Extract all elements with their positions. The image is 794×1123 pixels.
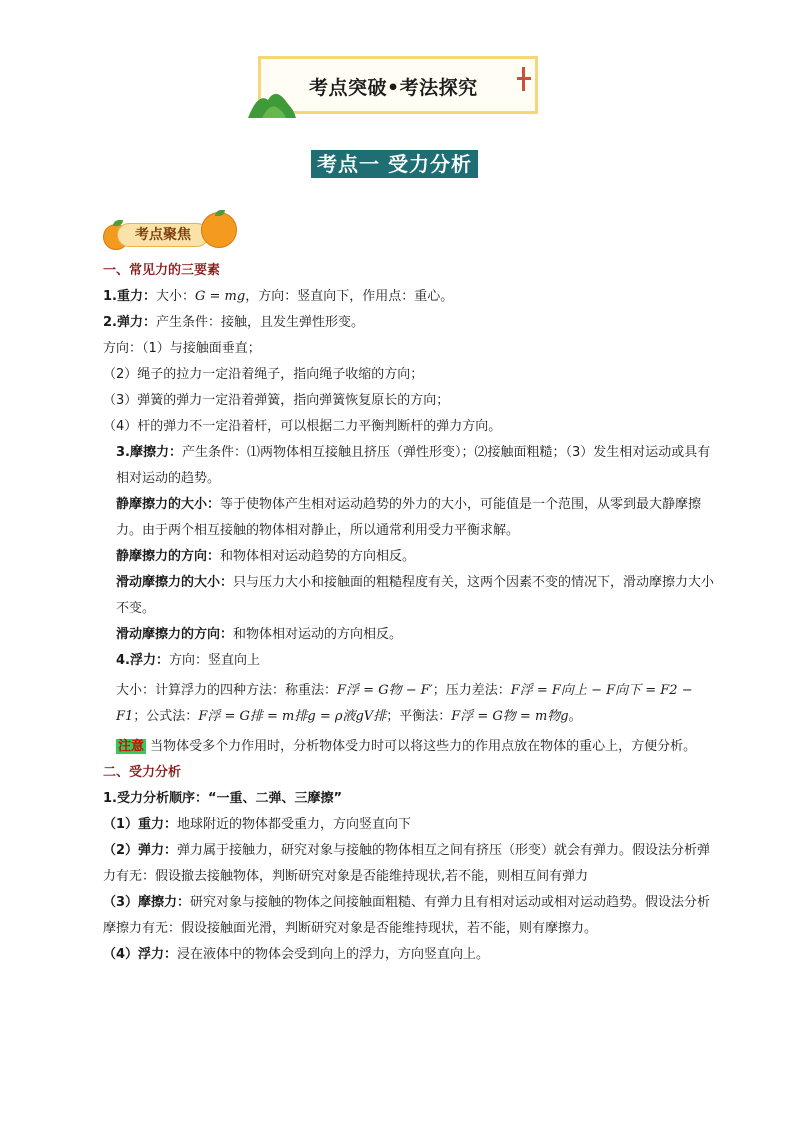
mountain-icon [248, 86, 296, 118]
banner-title: 考点突破•考法探究 [309, 77, 478, 99]
badge-label: 考点聚焦 [117, 223, 209, 247]
section-title: 考点一 受力分析 [311, 150, 478, 178]
text-sliding-size: 只与压力大小和接触面的粗糙程度有关，这两个因素不变的情况下，滑动摩擦力大小不变。 [116, 575, 715, 616]
label-sliding-size: 滑动摩擦力的大小： [116, 575, 234, 590]
paragraph-sliding-direction [103, 622, 723, 648]
analysis-item-text: 浸在液体中的物体会受到向上的浮力，方向竖直向上。 [177, 947, 490, 962]
paragraph-elastic [103, 310, 723, 336]
paragraph-direction-intro: 方向：（1）与接触面垂直； [103, 341, 261, 356]
analysis-item-label: （2）弹力： [103, 843, 178, 858]
label-friction: 3.摩擦力： [116, 445, 182, 460]
label-static-size: 静摩擦力的大小： [116, 497, 221, 512]
note-badge: 注意 [118, 739, 145, 754]
content-body [103, 258, 723, 968]
text-methods-b: ；压力差法： [432, 683, 511, 698]
text-gravity-b: ，方向：竖直向下，作用点：重心。 [245, 289, 454, 304]
direction-item: （4）杆的弹力不一定沿着杆，可以根据二力平衡判断杆的弹力方向。 [103, 419, 502, 434]
text-order: “一重、二弹、三摩擦” [207, 791, 343, 806]
orange-right-icon [201, 212, 237, 248]
label-order: 1.受力分析顺序： [103, 791, 208, 806]
analysis-item-label: （4）浮力： [103, 947, 178, 962]
paragraph-gravity [103, 284, 723, 310]
text-methods-d: ；平衡法： [386, 709, 452, 724]
formula-archimedes: F浮 = G排 = m排g = ρ液gV排 [198, 709, 387, 724]
heading-force-analysis: 二、受力分析 [103, 765, 182, 780]
analysis-item [103, 942, 723, 968]
text-methods-e: 。 [568, 709, 582, 724]
analysis-item [103, 812, 723, 838]
paragraph-friction [103, 440, 723, 492]
analysis-item-text: 研究对象与接触的物体之间接触面粗糙、有弹力且有相对运动或相对运动趋势。假设法分析摩擦力有无：假设接触面光滑，判断研究对象是否能维持现状，若不能，则有摩擦力。 [103, 895, 711, 936]
paragraph-order [103, 786, 723, 812]
paragraph-static-direction [103, 544, 723, 570]
text-static-size: 等于使物体产生相对运动趋势的外力的大小，可能值是一个范围，从零到最大静摩擦力。由于两个相互接触的物体相对静止，所以通常利用受力平衡求解。 [116, 497, 702, 538]
text-methods-a: 大小：计算浮力的四种方法：称重法： [116, 683, 338, 698]
label-buoyancy: 4.浮力： [116, 653, 169, 668]
heading-common-forces: 一、常见力的三要素 [103, 263, 221, 278]
text-static-direction: 和物体相对运动趋势的方向相反。 [220, 549, 416, 564]
header-banner [258, 56, 538, 114]
analysis-item-text: 弹力属于接触力，研究对象与接触的物体相互之间有挤压（形变）就会有弹力。假设法分析弹力有无：假设撤去接触物体，判断研究对象是否能维持现状,若不能，则相互间有弹力 [103, 843, 711, 884]
text-elastic: 产生条件：接触，且发生弹性形变。 [155, 315, 364, 330]
paragraph-static-size [103, 492, 723, 544]
analysis-item-label: （3）摩擦力： [103, 895, 191, 910]
focus-badge [103, 210, 235, 250]
label-static-direction: 静摩擦力的方向： [116, 549, 221, 564]
text-buoyancy: 方向：竖直向上 [168, 653, 260, 668]
analysis-item-label: （1）重力： [103, 817, 178, 832]
label-sliding-direction: 滑动摩擦力的方向： [116, 627, 234, 642]
formula-pressure: F浮 = F向上 − F向下 = F2 − F1 [116, 683, 693, 724]
formula-weigh: F浮 = G物 − F′ [337, 683, 433, 698]
paragraph-note [103, 734, 723, 760]
paragraph-buoyancy [103, 648, 723, 674]
analysis-item [103, 890, 723, 942]
label-elastic: 2.弹力： [103, 315, 156, 330]
paragraph-buoyancy-methods [103, 678, 723, 730]
text-gravity-a: 大小： [155, 289, 195, 304]
formula-balance: F浮 = G物 = m物g [451, 709, 569, 724]
direction-item: （2）绳子的拉力一定沿着绳子，指向绳子收缩的方向； [103, 367, 424, 382]
analysis-item-text: 地球附近的物体都受重力，方向竖直向下 [177, 817, 412, 832]
formula-gravity: G = mg [195, 289, 246, 304]
text-friction: 产生条件：⑴两物体相互接触且挤压（弹性形变）；⑵接触面粗糙；（3）发生相对运动或具有相对运动的趋势。 [116, 445, 711, 486]
paragraph-sliding-size [103, 570, 723, 622]
text-sliding-direction: 和物体相对运动的方向相反。 [233, 627, 403, 642]
banner-accent-bar [517, 77, 531, 80]
analysis-item [103, 838, 723, 890]
text-note: 当物体受多个力作用时，分析物体受力时可以将这些力的作用点放在物体的重心上，方便分析。 [150, 739, 697, 754]
direction-item: （3）弹簧的弹力一定沿着弹簧，指向弹簧恢复原长的方向； [103, 393, 450, 408]
text-methods-c: ；公式法： [133, 709, 199, 724]
label-gravity: 1.重力： [103, 289, 156, 304]
